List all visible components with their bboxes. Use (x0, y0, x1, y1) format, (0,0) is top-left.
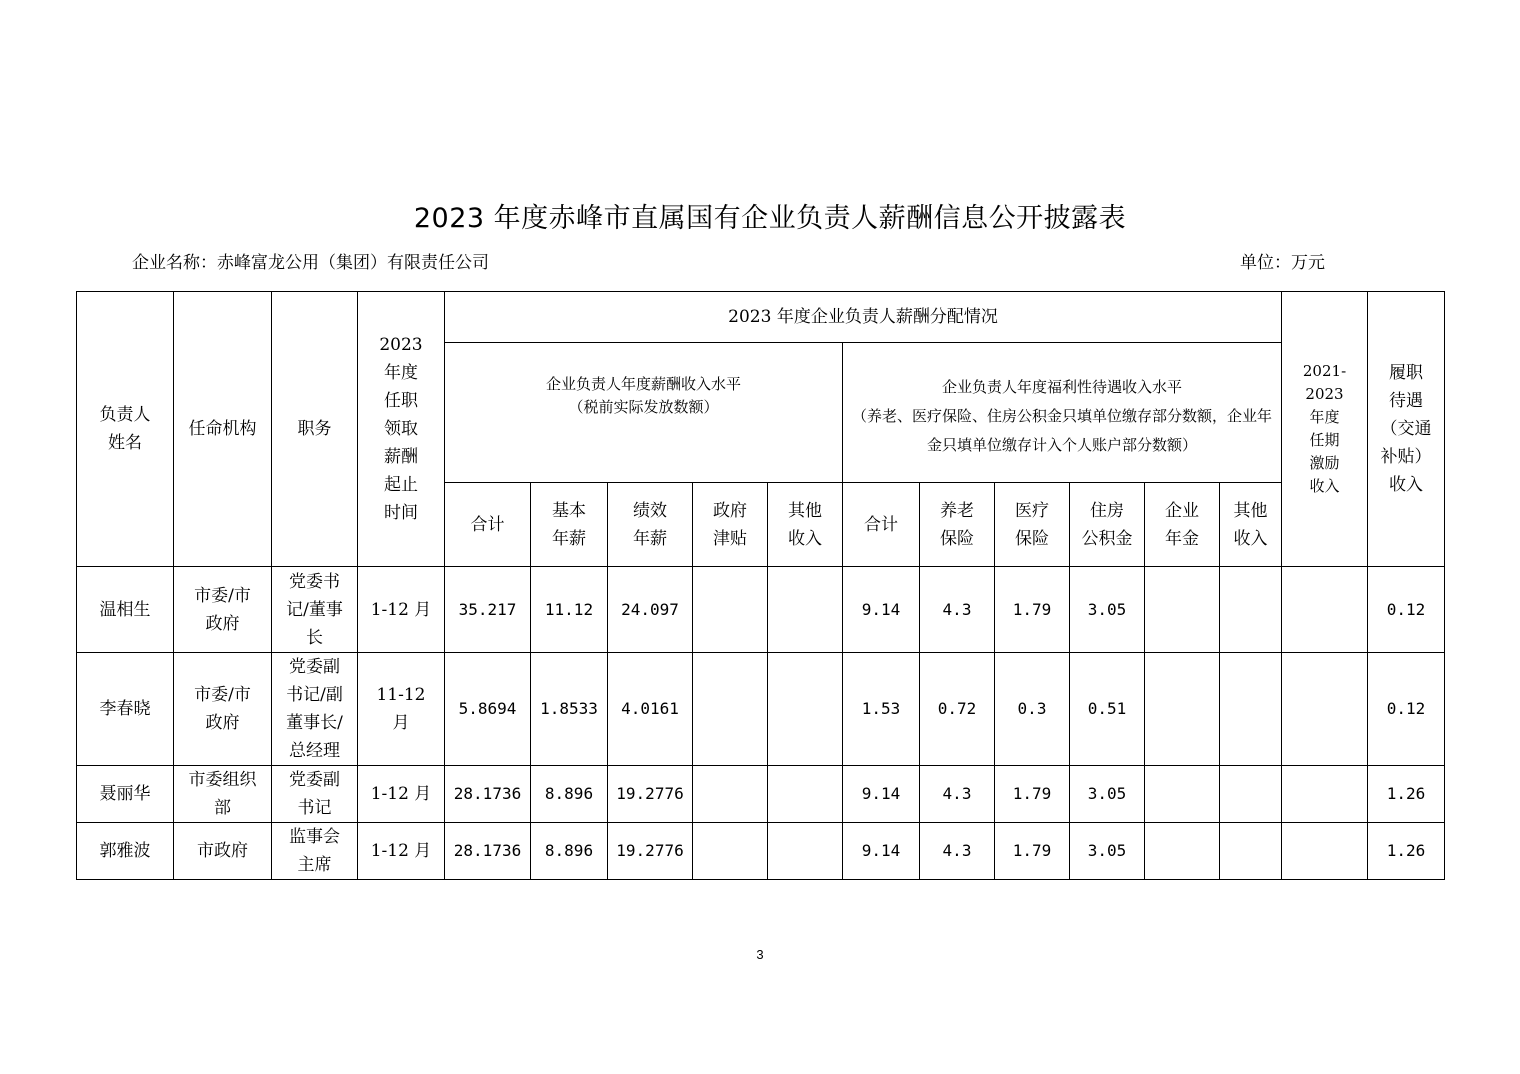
cell-medical: 1.79 (995, 823, 1070, 880)
header-incentive: 2021-2023 年度 任期 激励 收入 (1282, 292, 1368, 567)
header-welfare-group: 企业负责人年度福利性待遇收入水平 （养老、医疗保险、住房公积金只填单位缴存部分数额，企业年金只填单位缴存计入个人账户部分数额） (843, 343, 1282, 483)
cell-welfare-total: 9.14 (843, 823, 920, 880)
header-welfare-total: 合计 (843, 483, 920, 567)
cell-other-income-1 (768, 567, 843, 653)
header-annuity: 企业 年金 (1145, 483, 1220, 567)
cell-org: 市委组织 部 (174, 766, 272, 823)
header-distribution: 2023 年度企业负责人薪酬分配情况 (445, 292, 1282, 343)
salary-table (76, 291, 1445, 880)
cell-housing-fund: 3.05 (1070, 766, 1145, 823)
header-salary-total: 合计 (445, 483, 531, 567)
cell-pension: 0.72 (920, 653, 995, 766)
cell-incentive (1282, 653, 1368, 766)
header-gov-subsidy: 政府 津贴 (693, 483, 768, 567)
cell-position: 党委书 记/董事 长 (272, 567, 358, 653)
cell-other-income-2 (1220, 823, 1282, 880)
cell-allowance: 1.26 (1368, 766, 1445, 823)
cell-other-income-2 (1220, 567, 1282, 653)
cell-gov-subsidy (693, 567, 768, 653)
cell-incentive (1282, 567, 1368, 653)
header-period: 2023 年度 任职 领取 薪酬 起止 时间 (358, 292, 445, 567)
header-performance-salary: 绩效 年薪 (608, 483, 693, 567)
unit-label: 单位：万元 (1240, 253, 1325, 273)
cell-position: 党委副 书记/副 董事长/ 总经理 (272, 653, 358, 766)
cell-gov-subsidy (693, 653, 768, 766)
header-position: 职务 (272, 292, 358, 567)
page-number: 3 (756, 947, 764, 962)
cell-other-income-1 (768, 653, 843, 766)
header-basic-salary: 基本 年薪 (531, 483, 608, 567)
cell-salary-total: 5.8694 (445, 653, 531, 766)
cell-medical: 1.79 (995, 567, 1070, 653)
cell-gov-subsidy (693, 823, 768, 880)
cell-other-income-1 (768, 766, 843, 823)
header-housing-fund: 住房 公积金 (1070, 483, 1145, 567)
cell-annuity (1145, 823, 1220, 880)
cell-welfare-total: 9.14 (843, 766, 920, 823)
table-row (77, 567, 1445, 653)
cell-name: 温相生 (77, 567, 174, 653)
cell-salary-total: 28.1736 (445, 823, 531, 880)
cell-allowance: 0.12 (1368, 567, 1445, 653)
table-row (77, 823, 1445, 880)
header-other-income-1: 其他 收入 (768, 483, 843, 567)
cell-housing-fund: 3.05 (1070, 567, 1145, 653)
cell-org: 市委/市 政府 (174, 653, 272, 766)
cell-medical: 0.3 (995, 653, 1070, 766)
cell-salary-total: 35.217 (445, 567, 531, 653)
cell-medical: 1.79 (995, 766, 1070, 823)
header-other-income-2: 其他 收入 (1220, 483, 1282, 567)
header-medical: 医疗 保险 (995, 483, 1070, 567)
table-row (77, 766, 1445, 823)
cell-name: 聂丽华 (77, 766, 174, 823)
cell-annuity (1145, 653, 1220, 766)
cell-housing-fund: 0.51 (1070, 653, 1145, 766)
cell-annuity (1145, 567, 1220, 653)
cell-annuity (1145, 766, 1220, 823)
cell-incentive (1282, 823, 1368, 880)
header-salary-group: 企业负责人年度薪酬收入水平 （税前实际发放数额） (445, 343, 843, 483)
cell-performance-salary: 19.2776 (608, 766, 693, 823)
cell-salary-total: 28.1736 (445, 766, 531, 823)
cell-basic-salary: 8.896 (531, 823, 608, 880)
cell-org: 市委/市 政府 (174, 567, 272, 653)
cell-housing-fund: 3.05 (1070, 823, 1145, 880)
cell-performance-salary: 19.2776 (608, 823, 693, 880)
cell-performance-salary: 4.0161 (608, 653, 693, 766)
cell-allowance: 1.26 (1368, 823, 1445, 880)
cell-name: 郭雅波 (77, 823, 174, 880)
cell-allowance: 0.12 (1368, 653, 1445, 766)
cell-performance-salary: 24.097 (608, 567, 693, 653)
cell-period: 1-12 月 (358, 823, 445, 880)
page-title: 2023 年度赤峰市直属国有企业负责人薪酬信息公开披露表 (413, 203, 1127, 234)
cell-other-income-2 (1220, 653, 1282, 766)
header-org: 任命机构 (174, 292, 272, 567)
cell-period: 1-12 月 (358, 567, 445, 653)
cell-period: 1-12 月 (358, 766, 445, 823)
cell-other-income-2 (1220, 766, 1282, 823)
cell-pension: 4.3 (920, 567, 995, 653)
cell-position: 党委副 书记 (272, 766, 358, 823)
header-name: 负责人 姓名 (77, 292, 174, 567)
cell-incentive (1282, 766, 1368, 823)
cell-basic-salary: 1.8533 (531, 653, 608, 766)
cell-pension: 4.3 (920, 823, 995, 880)
header-row-1 (77, 292, 1445, 343)
cell-gov-subsidy (693, 766, 768, 823)
header-allowance: 履职 待遇 （交通 补贴） 收入 (1368, 292, 1445, 567)
cell-welfare-total: 1.53 (843, 653, 920, 766)
cell-pension: 4.3 (920, 766, 995, 823)
company-name: 企业名称：赤峰富龙公用（集团）有限责任公司 (132, 253, 489, 273)
cell-period: 11-12 月 (358, 653, 445, 766)
cell-basic-salary: 11.12 (531, 567, 608, 653)
cell-position: 监事会 主席 (272, 823, 358, 880)
cell-basic-salary: 8.896 (531, 766, 608, 823)
cell-org: 市政府 (174, 823, 272, 880)
cell-name: 李春晓 (77, 653, 174, 766)
cell-other-income-1 (768, 823, 843, 880)
header-pension: 养老 保险 (920, 483, 995, 567)
table-row (77, 653, 1445, 766)
cell-welfare-total: 9.14 (843, 567, 920, 653)
